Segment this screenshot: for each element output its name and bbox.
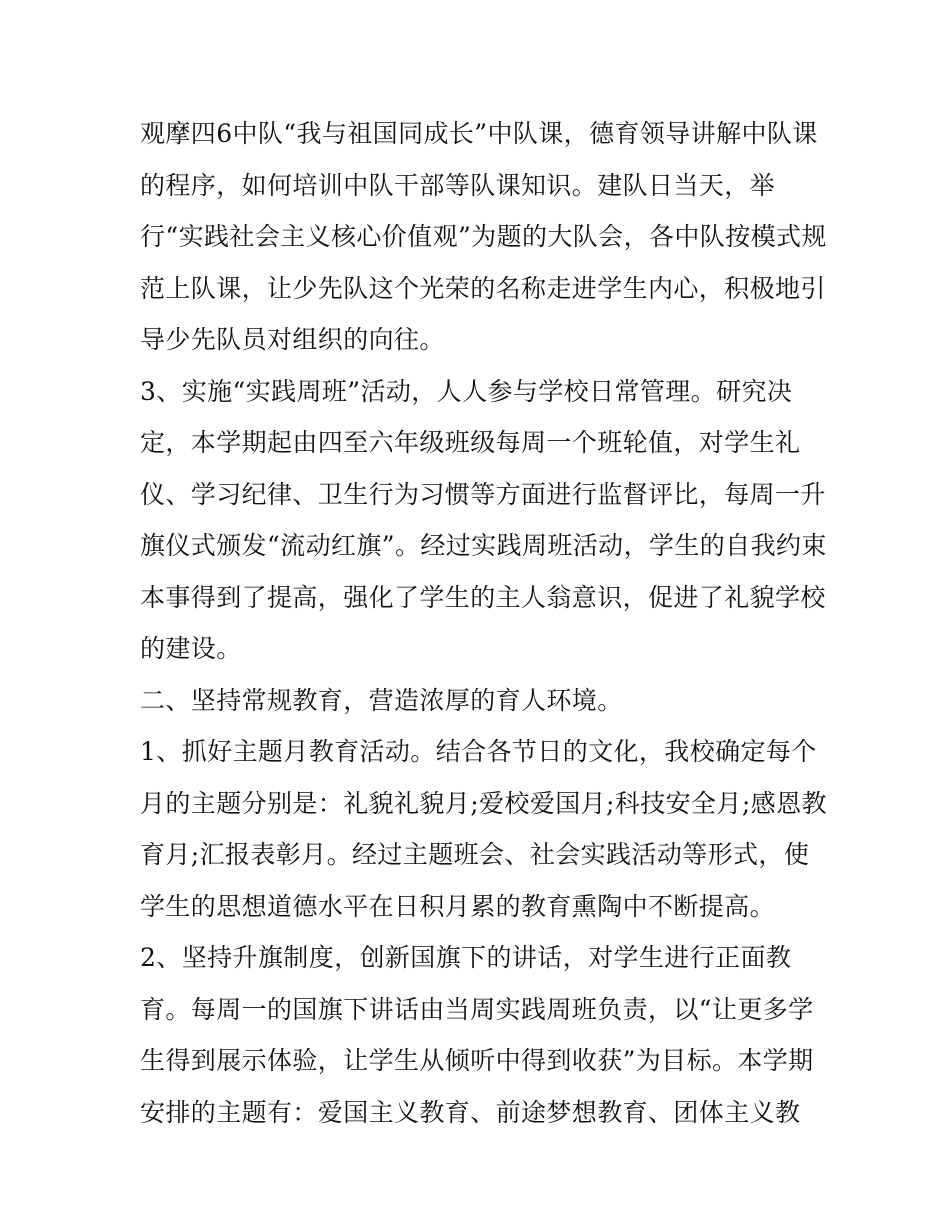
text-line: 育。每周一的国旗下讲话由当周实践周班负责，以“让更多学 (140, 994, 814, 1024)
text-line: 的建设。 (140, 634, 242, 663)
text-line: 安排的主题有：爱国主义教育、前途梦想教育、团体主义教 (140, 1097, 801, 1127)
text-line: 旗仪式颁发“流动红旗”。经过实践周班活动，学生的自我约束 (140, 531, 827, 560)
text-line: 范上队课，让少先队这个光荣的名称走进学生内心，积极地引 (140, 273, 826, 303)
text-line: 2、坚持升旗制度，创新国旗下的讲话，对学生进行正面教 (140, 943, 792, 972)
text-line: 月的主题分别是：礼貌礼貌月;爱校爱国月;科技安全月;感恩教 (140, 788, 827, 818)
text-line: 生得到展示体验，让学生从倾听中得到收获”为目标。本学期 (140, 1046, 814, 1075)
text-line: 的程序，如何培训中队干部等队课知识。建队日当天，举 (140, 170, 776, 200)
text-line: 本事得到了提高，强化了学生的主人翁意识，促进了礼貌学校 (140, 582, 826, 612)
text-line: 定，本学期起由四至六年级班级每周一个班轮值，对学生礼 (140, 428, 801, 457)
text-line: 育月;汇报表彰月。经过主题班会、社会实践活动等形式，使 (140, 840, 810, 869)
text-line: 行“实践社会主义核心价值观”为题的大队会，各中队按模式规 (140, 222, 827, 251)
text-line: 1、抓好主题月教育活动。结合各节日的文化，我校确定每个 (140, 737, 817, 766)
text-line: 仪、学习纪律、卫生行为习惯等方面进行监督评比，每周一升 (140, 479, 826, 509)
text-line: 学生的思想道德水平在日积月累的教育熏陶中不断提高。 (140, 891, 776, 921)
section-heading: 二、坚持常规教育，营造浓厚的育人环境。 (140, 685, 623, 715)
document-body (140, 108, 827, 1138)
text-line: 3、实施“实践周班”活动，人人参与学校日常管理。研究决 (140, 376, 793, 406)
text-line: 导少先队员对组织的向往。 (140, 325, 445, 354)
text-line: 观摩四6中队“我与祖国同成长”中队课，德育领导讲解中队课 (140, 119, 818, 148)
